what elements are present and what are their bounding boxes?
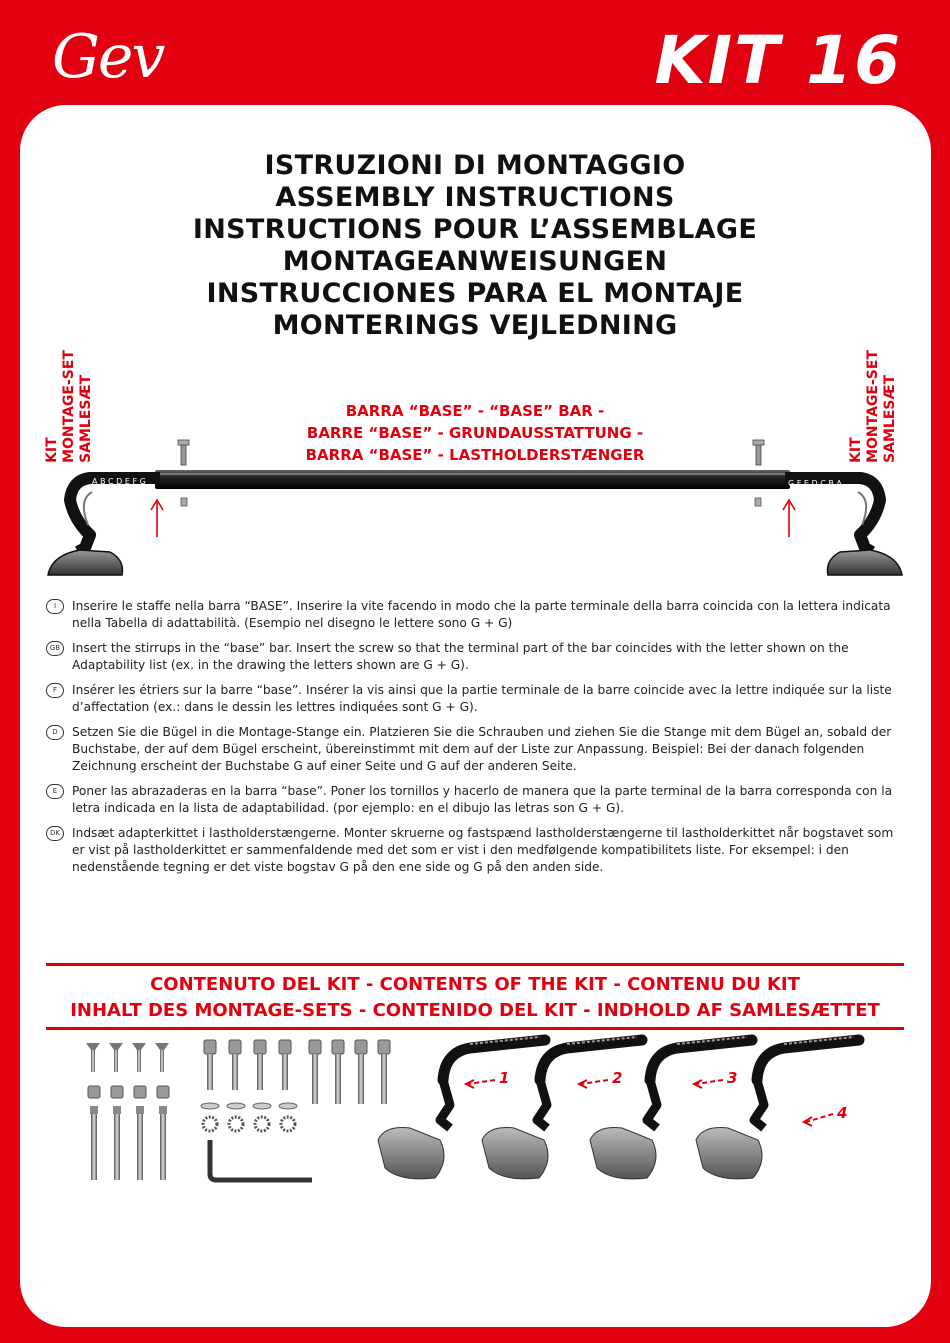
side-label-samlesaet: SAMLESÆT xyxy=(78,374,94,463)
side-label-samlesaet: SAMLESÆT xyxy=(882,374,898,463)
scale-right: G F E D C B A xyxy=(788,479,842,488)
title-de: MONTAGEANWEISUNGEN xyxy=(282,246,668,277)
part-number-4: 4 xyxy=(837,1104,848,1122)
long-bolts xyxy=(90,1106,167,1180)
title-fr: INSTRUCTIONS POUR L’ASSEMBLAGE xyxy=(192,214,758,245)
side-label-montage: MONTAGE-SET xyxy=(61,350,77,463)
title-it: ISTRUZIONI DI MONTAGGIO xyxy=(264,150,686,181)
lang-badge: D xyxy=(46,725,64,740)
bar-label-line1: BARRA “BASE” - “BASE” BAR - xyxy=(345,402,605,420)
lang-badge: DK xyxy=(46,826,64,841)
instruction-text: Setzen Sie die Bügel in die Montage-Stange ein. Platzieren Sie die Schrauben und ziehen Sie die Stange mit dem Bügel an, sobald der Buchstabe, der auf dem Bügel erscheint, übereinstimmt mit dem auf der Liste zur Anpassung. Beispiel: Bei der danach folgenden Zeichnung erscheint der Buchstabe G auf einer Seite und G auf der anderen Seite. xyxy=(72,725,892,773)
contents-line2: INHALT DES MONTAGE-SETS - CONTENIDO DEL KIT - INDHOLD AF SAMLESÆTTET xyxy=(70,1000,880,1021)
lang-badge: I xyxy=(46,599,64,614)
side-label-kit: KIT xyxy=(848,437,864,463)
instruction-text: Insert the stirrups in the “base” bar. Insert the screw so that the terminal part of the bar coincides with the letter shown on the Adaptability list (ex. in the drawing the letters shown are G + G). xyxy=(72,641,849,672)
socket-bolts xyxy=(204,1040,390,1104)
allen-key xyxy=(210,1140,312,1180)
lang-badge: GB xyxy=(46,641,64,656)
lang-badge: F xyxy=(46,683,64,698)
part-number-3: 3 xyxy=(727,1069,738,1087)
gev-logo: Gev xyxy=(52,22,164,92)
instruction-text: Inserire le staffe nella barra “BASE”. Inserire la vite facendo in modo che la parte terminale della barra coincida con la lettera indicata nella Tabella di adattabilità. (Esempio nel disegno le lettere sono G + G) xyxy=(72,599,891,630)
lang-badge: E xyxy=(46,784,64,799)
side-label-kit: KIT xyxy=(44,437,60,463)
bar-label-line3: BARRA “BASE” - LASTHOLDERSTÆNGER xyxy=(305,446,645,464)
washers xyxy=(201,1103,297,1131)
kit-title: KIT 16 xyxy=(654,22,902,99)
countersunk-screws xyxy=(86,1043,169,1072)
rubber-pads xyxy=(378,1128,762,1179)
part-number-1: 1 xyxy=(499,1069,510,1087)
nuts xyxy=(88,1086,169,1098)
instruction-text: Insérer les étriers sur la barre “base”. Insérer la vis ainsi que la partie terminale de la barre coincide avec la lettre indiquée sur la liste d’affectation (ex.: dans le dessin les lettres indiquées sont G + G). xyxy=(72,683,892,714)
instruction-text: Indsæt adapterkittet i lastholderstængerne. Monter skruerne og fastspænd lastholderstængerne til lastholderkittet når bogstavet som er vist på lastholderkittet er sammenfaldende med det som er vist i den medfølgende kompatibilitets liste. For eksempel: i den nedenstående tegning er det viste bogstav G på den ene side og G på den anden side. xyxy=(72,826,894,874)
contents-line1: CONTENUTO DEL KIT - CONTENTS OF THE KIT - CONTENU DU KIT xyxy=(150,974,800,995)
title-dk: MONTERINGS VEJLEDNING xyxy=(272,310,678,341)
bracket-1 xyxy=(440,1037,545,1128)
title-en: ASSEMBLY INSTRUCTIONS xyxy=(275,182,675,213)
part-number-2: 2 xyxy=(612,1069,623,1087)
side-label-montage: MONTAGE-SET xyxy=(865,350,881,463)
instruction-text: Poner las abrazaderas en la barra “base”. Poner los tornillos y hacerlo de manera que la parte terminal de la barra corresponda con la letra indicada en la lista de adaptabilidad. (por ejemplo: en el dibujo las letras son G + G). xyxy=(72,784,893,815)
title-es: INSTRUCCIONES PARA EL MONTAJE xyxy=(206,278,744,309)
bar-label-line2: BARRE “BASE” - GRUNDAUSSTATTUNG - xyxy=(306,424,644,442)
scale-left: A B C D E F G xyxy=(92,477,146,486)
